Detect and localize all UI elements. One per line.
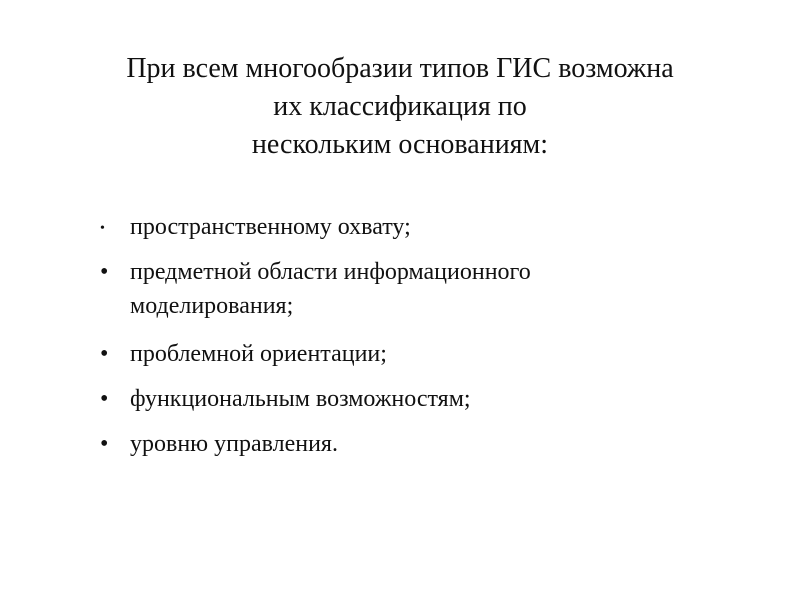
- bullet-text: [100, 382, 740, 416]
- bullet-text: [100, 255, 740, 323]
- bullet-line: пространственному охвату;: [130, 214, 411, 240]
- bullet-item-subject-area: [100, 255, 740, 323]
- bullet-text: [100, 337, 740, 371]
- bullet-item-functional-capabilities: [100, 382, 740, 416]
- bullet-line: моделирования;: [130, 293, 294, 319]
- bullet-icon: •: [100, 259, 109, 285]
- bullet-icon: •: [100, 386, 109, 412]
- bullet-line: функциональным возможностям;: [130, 386, 471, 412]
- bullet-text: [100, 210, 740, 244]
- bullet-text: [100, 427, 740, 461]
- bullet-line: предметной области информационного: [130, 259, 531, 285]
- bullet-icon: •: [100, 341, 109, 367]
- bullet-icon: •: [100, 221, 105, 236]
- title-line-1: При всем многообразии типов ГИС возможна: [126, 53, 674, 84]
- title-line-3: нескольким основаниям:: [251, 129, 549, 160]
- bullet-line: проблемной ориентации;: [130, 341, 387, 367]
- bullet-item-problem-orientation: [100, 337, 740, 371]
- title-line-2: их классификация по: [273, 91, 527, 122]
- bullet-item-management-level: [100, 427, 740, 461]
- bullet-line: уровню управления.: [130, 431, 338, 457]
- bullet-item-spatial-coverage: [100, 210, 740, 244]
- bullet-icon: •: [100, 431, 109, 457]
